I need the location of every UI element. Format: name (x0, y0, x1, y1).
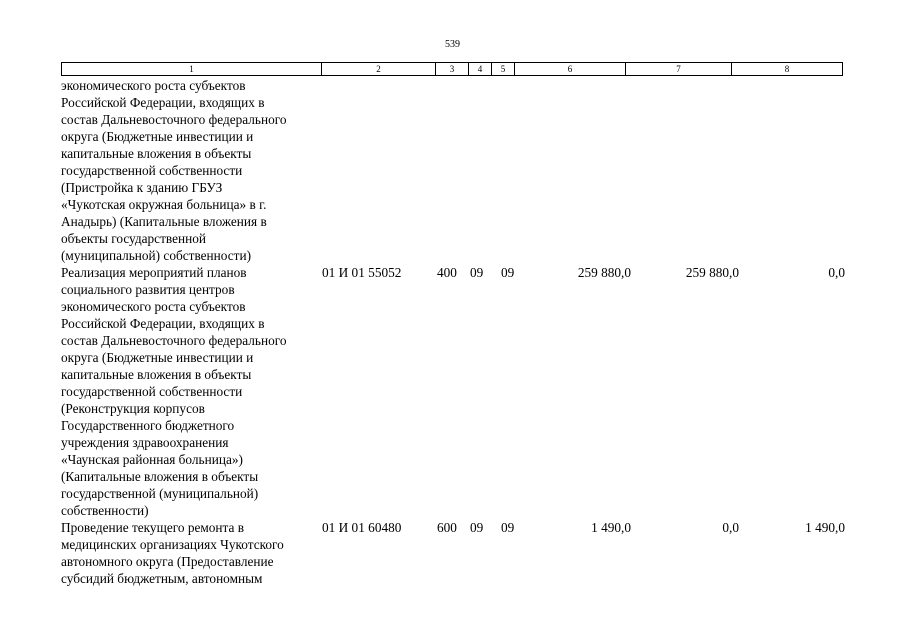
description-line: (муниципальной) собственности) (61, 248, 252, 263)
amount-column-7: 0,0 (722, 520, 739, 535)
column-header-table (61, 62, 843, 76)
description-line: (Реконструкция корпусов (61, 401, 205, 416)
description-line: Анадырь) (Капитальные вложения в (61, 214, 267, 229)
target-article-code: 01 И 01 60480 (322, 520, 402, 535)
description-line: автономного округа (Предоставление (61, 554, 274, 569)
description-line: Российской Федерации, входящих в (61, 95, 265, 110)
description-line: экономического роста субъектов (61, 78, 246, 93)
description-line: округа (Бюджетные инвестиции и (61, 129, 254, 144)
description-line: состав Дальневосточного федерального (61, 333, 287, 348)
amount-column-8: 0,0 (828, 265, 845, 280)
amount-total: 1 490,0 (591, 520, 631, 535)
column-header-5: 5 (492, 63, 515, 76)
amount-column-7: 259 880,0 (685, 265, 739, 280)
description-line: социального развития центров (61, 282, 235, 297)
table-row (0, 77, 905, 264)
description-line: состав Дальневосточного федерального (61, 112, 287, 127)
row-description (61, 519, 323, 587)
description-line: Российской Федерации, входящих в (61, 316, 265, 331)
description-line: объекты государственной (61, 231, 206, 246)
column-header-3: 3 (436, 63, 469, 76)
table-row (0, 264, 905, 519)
column-header-2: 2 (322, 63, 436, 76)
description-line: медицинских организациях Чукотского (61, 537, 284, 552)
column-header-8: 8 (732, 63, 843, 76)
row-description (61, 77, 323, 264)
expense-type-code: 400 (437, 265, 457, 280)
description-line: (Капитальные вложения в объекты (61, 469, 259, 484)
description-line: субсидий бюджетным, автономным (61, 571, 263, 586)
budget-table-body (0, 77, 905, 587)
description-line: (Пристройка к зданию ГБУЗ (61, 180, 223, 195)
amount-column-8: 1 490,0 (805, 520, 845, 535)
expense-type-code: 600 (437, 520, 457, 535)
description-line: капитальные вложения в объекты (61, 146, 252, 161)
description-line: Реализация мероприятий планов (61, 265, 247, 280)
description-line: собственности) (61, 503, 149, 518)
row-description (61, 264, 323, 519)
description-line: «Чаунская районная больница») (61, 452, 243, 467)
description-line: государственной собственности (61, 163, 243, 178)
section-code: 09 (470, 265, 484, 280)
description-line: учреждения здравоохранения (61, 435, 229, 450)
page-number: 539 (445, 39, 460, 50)
description-line: экономического роста субъектов (61, 299, 246, 314)
description-line: Проведение текущего ремонта в (61, 520, 245, 535)
target-article-code: 01 И 01 55052 (322, 265, 402, 280)
column-header-4: 4 (469, 63, 492, 76)
subsection-code: 09 (501, 520, 515, 535)
description-line: «Чукотская окружная больница» в г. (61, 197, 267, 212)
column-header-6: 6 (515, 63, 626, 76)
description-line: капитальные вложения в объекты (61, 367, 252, 382)
section-code: 09 (470, 520, 484, 535)
description-line: округа (Бюджетные инвестиции и (61, 350, 254, 365)
description-line: государственной собственности (61, 384, 243, 399)
description-line: Государственного бюджетного (61, 418, 235, 433)
column-header-7: 7 (626, 63, 732, 76)
table-row (0, 519, 905, 587)
column-header-1: 1 (62, 63, 322, 76)
amount-total: 259 880,0 (577, 265, 631, 280)
description-line: государственной (муниципальной) (61, 486, 259, 501)
subsection-code: 09 (501, 265, 515, 280)
